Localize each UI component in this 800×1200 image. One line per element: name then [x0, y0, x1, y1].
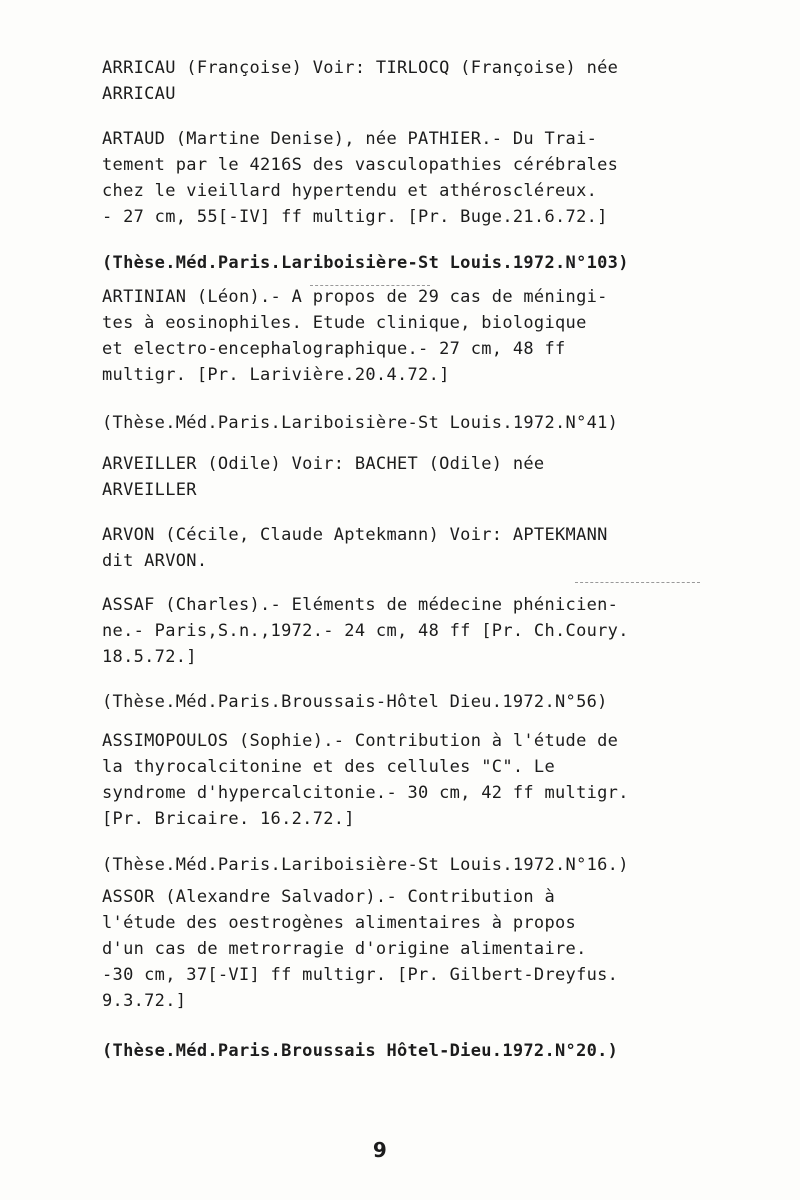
entry-artaud — [102, 126, 702, 230]
text-line: ASSIMOPOULOS (Sophie).- Contribution à l'étude de — [102, 731, 619, 751]
text-line: - 27 cm, 55[-IV] ff multigr. [Pr. Buge.21.6.72.] — [102, 207, 608, 227]
entry-artinian — [102, 284, 702, 388]
text-line: ne.- Paris,S.n.,1972.- 24 cm, 48 ff [Pr. Ch.Coury. — [102, 621, 629, 641]
entry-arricau — [102, 55, 702, 107]
text-line: et electro-encephalographique.- 27 cm, 48 ff — [102, 339, 566, 359]
text-line: 9.3.72.] — [102, 991, 187, 1011]
text-line: chez le vieillard hypertendu et athéroscléreux. — [102, 181, 598, 201]
text-line: (Thèse.Méd.Paris.Lariboisière-St Louis.1972.N°41) — [102, 413, 619, 433]
thesis-reference — [102, 689, 702, 715]
text-line: d'un cas de metrorragie d'origine alimentaire. — [102, 939, 587, 959]
entry-assimopoulos — [102, 728, 702, 832]
page-number: 9 — [372, 1138, 388, 1162]
divider-line — [575, 582, 700, 583]
text-line: dit ARVON. — [102, 551, 208, 571]
text-line: 18.5.72.] — [102, 647, 197, 667]
thesis-reference — [102, 852, 702, 878]
text-line: (Thèse.Méd.Paris.Lariboisière-St Louis.1972.N°16.) — [102, 855, 629, 875]
text-line: ARRICAU — [102, 84, 176, 104]
text-line: l'étude des oestrogènes alimentaires à propos — [102, 913, 577, 933]
text-line: syndrome d'hypercalcitonie.- 30 cm, 42 ff multigr. — [102, 783, 629, 803]
thesis-reference — [102, 410, 702, 436]
text-line: ARVEILLER — [102, 480, 197, 500]
text-line: (Thèse.Méd.Paris.Broussais-Hôtel Dieu.1972.N°56) — [102, 692, 608, 712]
text-line: ARTINIAN (Léon).- A propos de 29 cas de méningi- — [102, 287, 608, 307]
text-line: ARRICAU (Françoise) Voir: TIRLOCQ (Françoise) née — [102, 58, 619, 78]
entry-arvon — [102, 522, 702, 574]
text-line: ASSAF (Charles).- Eléments de médecine phénicien- — [102, 595, 619, 615]
text-line: -30 cm, 37[-VI] ff multigr. [Pr. Gilbert-Dreyfus. — [102, 965, 619, 985]
text-line: multigr. [Pr. Larivière.20.4.72.] — [102, 365, 450, 385]
entry-assor — [102, 884, 702, 1014]
text-line: [Pr. Bricaire. 16.2.72.] — [102, 809, 355, 829]
entry-arveiller — [102, 451, 702, 503]
text-line: ARTAUD (Martine Denise), née PATHIER.- Du Trai- — [102, 129, 598, 149]
text-line: tes à eosinophiles. Etude clinique, biologique — [102, 313, 587, 333]
thesis-reference — [102, 250, 702, 276]
text-line: la thyrocalcitonine et des cellules "C". Le — [102, 757, 555, 777]
entry-assaf — [102, 592, 702, 670]
text-line: (Thèse.Méd.Paris.Lariboisière-St Louis.1972.N°103) — [102, 253, 629, 273]
text-line: (Thèse.Méd.Paris.Broussais Hôtel-Dieu.1972.N°20.) — [102, 1041, 619, 1061]
text-line: ARVON (Cécile, Claude Aptekmann) Voir: APTEKMANN — [102, 525, 608, 545]
text-line: tement par le 4216S des vasculopathies cérébrales — [102, 155, 619, 175]
text-line: ASSOR (Alexandre Salvador).- Contribution à — [102, 887, 555, 907]
text-line: ARVEILLER (Odile) Voir: BACHET (Odile) née — [102, 454, 545, 474]
thesis-reference — [102, 1038, 702, 1064]
